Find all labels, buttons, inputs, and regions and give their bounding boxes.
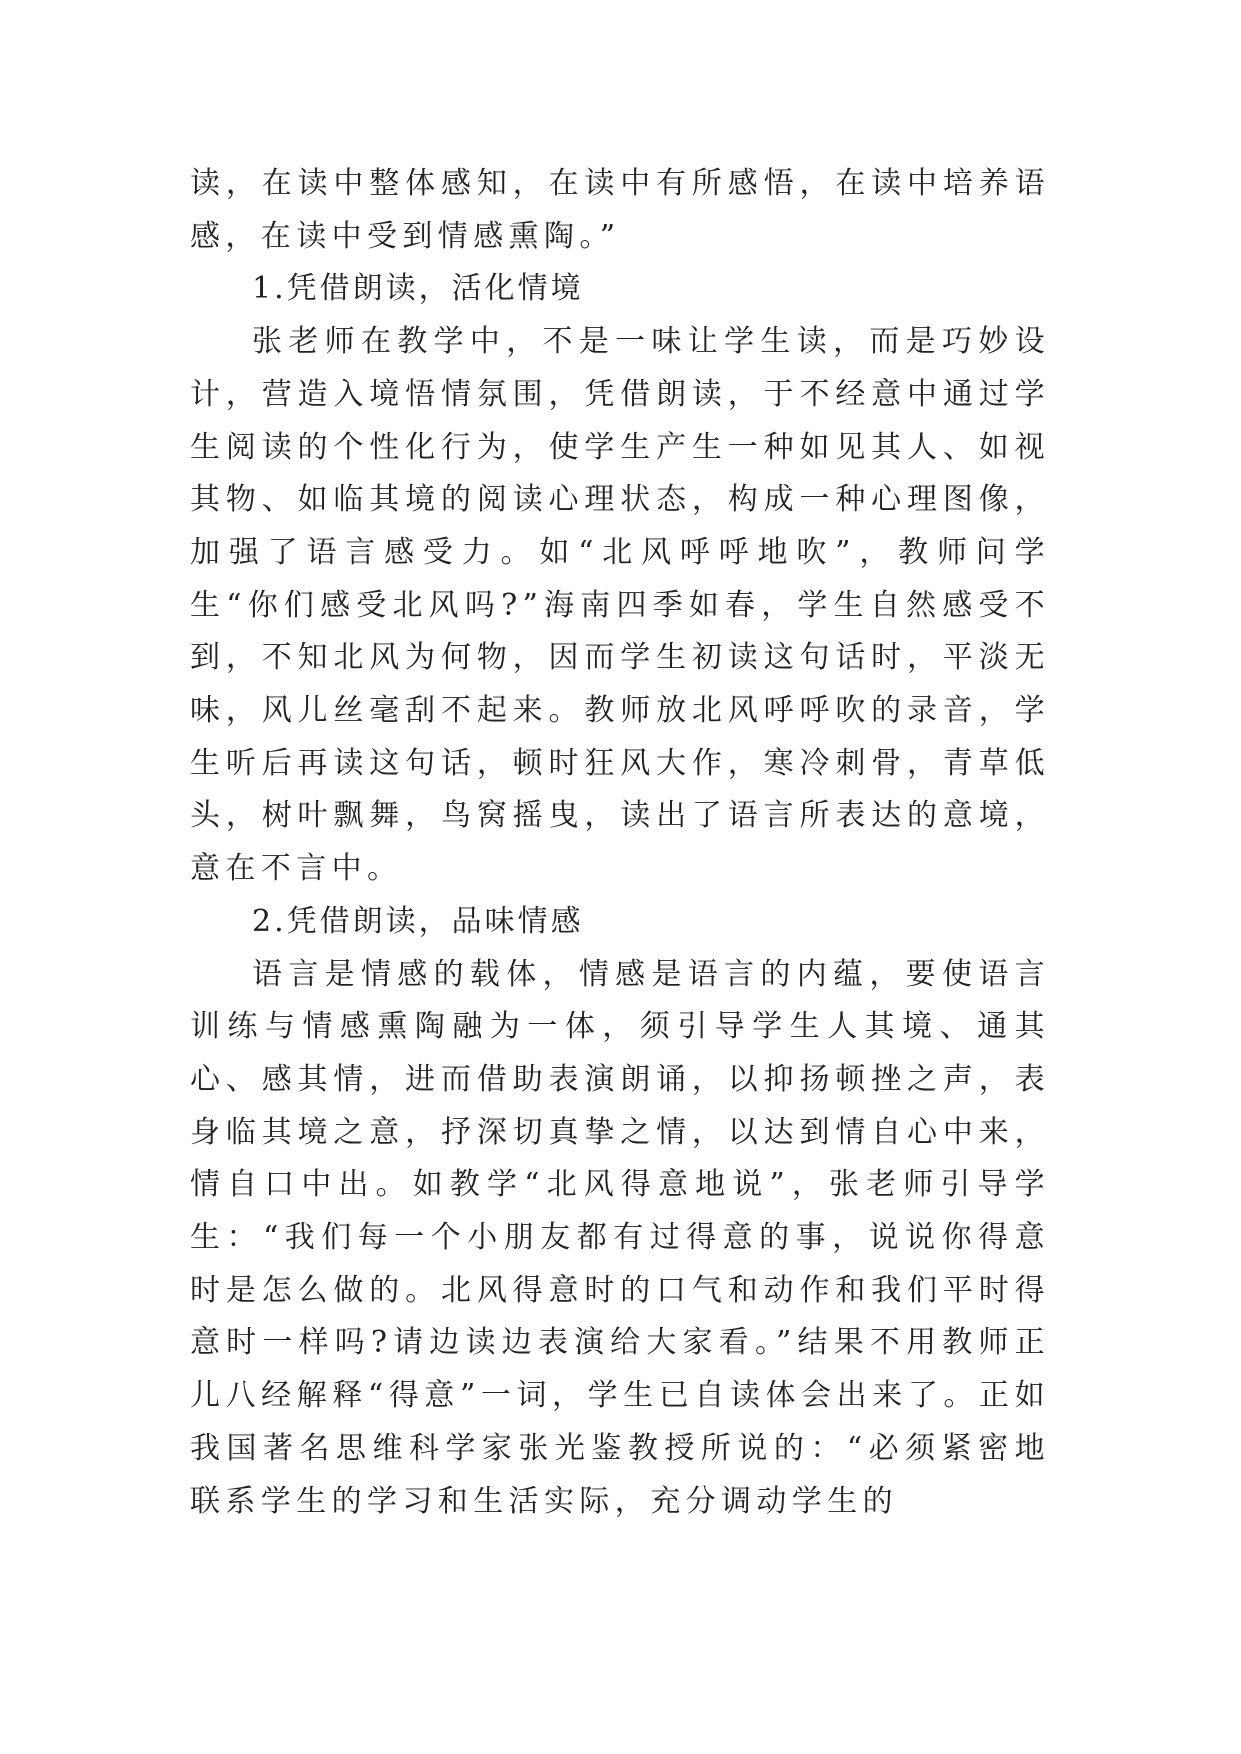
paragraph-continued: 读，在读中整体感知，在读中有所感悟，在读中培养语感，在读中受到情感熏陶。” <box>190 166 1050 254</box>
paragraph-section-1: 张老师在教学中，不是一味让学生读，而是巧妙设计，营造入境悟情氛围，凭借朗读，于不经意中通过学生阅读的个性化行为，使学生产生一种如见其人、如视其物、如临其境的阅读心理状态，构成一种心理图像，加强了语言感受力。如“北风呼呼地吹”，教师问学生“你们感受北风吗?”海南四季如春，学生自然感受不到，不知北风为何物，因而学生初读这句话时，平淡无味，风儿丝毫刮不起来。教师放北风呼呼吹的录音，学生听后再读这句话，顿时狂风大作，寒冷刺骨，青草低头，树叶飘舞，鸟窝摇曳，读出了语言所表达的意境，意在不言中。 <box>190 324 1050 887</box>
document-body <box>190 158 1050 1528</box>
section-heading-1: 1.凭借朗读，活化情境 <box>252 271 584 307</box>
section-heading-2: 2.凭借朗读，品味情感 <box>252 903 584 939</box>
paragraph-section-2: 语言是情感的载体，情感是语言的内蕴，要使语言训练与情感熏陶融为一体，须引导学生人其境、通其心、感其情，进而借助表演朗诵，以抑扬顿挫之声，表身临其境之意，抒深切真挚之情，以达到情自心中来，情自口中出。如教学“北风得意地说”，张老师引导学生：“我们每一个小朋友都有过得意的事，说说你得意时是怎么做的。北风得意时的口气和动作和我们平时得意时一样吗?请边读边表演给大家看。”结果不用教师正儿八经解释“得意”一词，学生已自读体会出来了。正如我国著名思维科学家张光鉴教授所说的：“必须紧密地联系学生的学习和生活实际，充分调动学生的 <box>190 956 1050 1519</box>
